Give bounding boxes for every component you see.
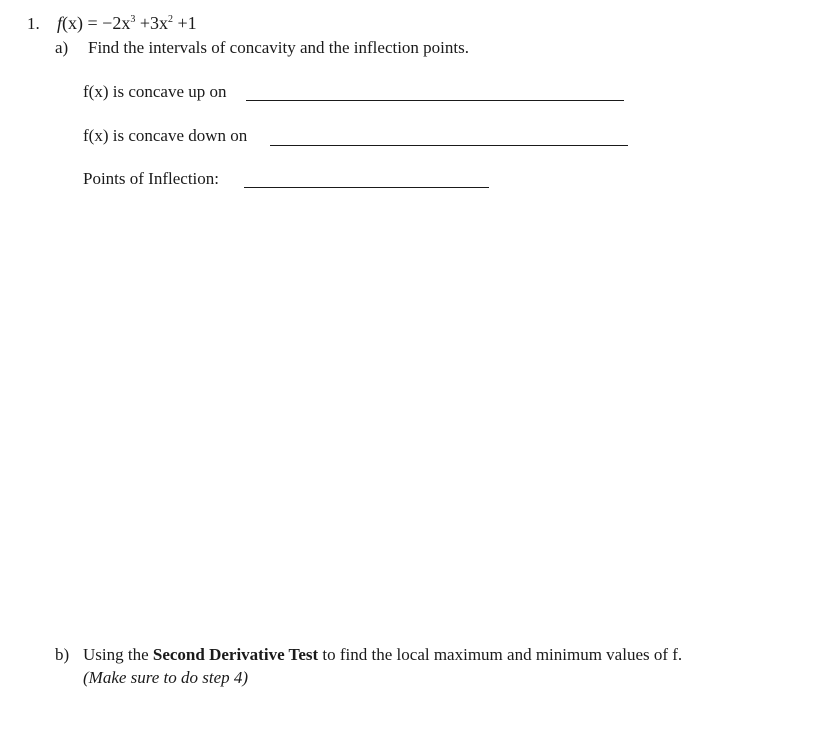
function-argument: (x) [62,13,84,33]
part-a-letter: a) [55,38,69,57]
function-term-3: +1 [172,13,197,33]
inflection-points-answer-line[interactable] [244,187,489,188]
part-b-bold-term: Second Derivative Test [152,645,319,664]
function-definition [57,13,197,34]
part-b-text-before: Using the [83,645,153,664]
concave-up-answer-line[interactable] [246,100,624,101]
part-b-note: (Make sure to do step 4) [83,668,249,687]
concave-down-label: f(x) is concave down on [83,126,248,145]
part-a-prompt: Find the intervals of concavity and the inflection points. [88,38,469,57]
concave-down-answer-line[interactable] [270,145,628,146]
problem-number: 1. [27,14,40,33]
function-name: f [57,13,63,33]
function-term-1: = −2x [83,13,131,33]
exponent-3: 3 [130,14,136,25]
function-term-2: +3x [135,13,168,33]
inflection-points-label: Points of Inflection: [83,169,219,188]
concave-up-label: f(x) is concave up on [83,82,227,101]
part-b-prompt [83,645,682,665]
exponent-2: 2 [167,14,173,25]
part-b-text-after: to find the local maximum and minimum values of f. [318,645,683,664]
part-b-letter: b) [55,645,70,664]
